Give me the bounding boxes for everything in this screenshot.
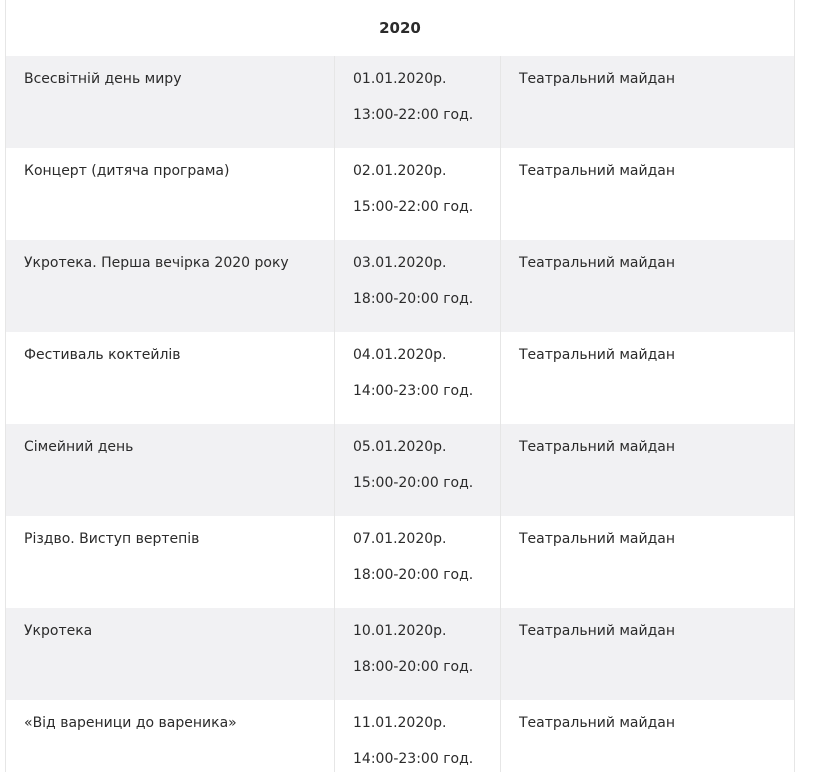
event-place-cell: [501, 148, 795, 240]
event-place: Театральний майдан: [519, 163, 676, 179]
event-name-cell: [6, 332, 335, 424]
event-time: 18:00-20:00 год.: [353, 291, 474, 307]
table-row: [6, 332, 795, 424]
events-table: [5, 0, 795, 772]
event-name-cell: [6, 56, 335, 148]
table-row: [6, 700, 795, 772]
event-name: Укротека. Перша вечірка 2020 року: [24, 255, 289, 271]
event-date: 05.01.2020р.: [353, 439, 447, 455]
event-time: 15:00-20:00 год.: [353, 475, 474, 491]
event-datetime-cell: [335, 608, 501, 700]
table-row: [6, 608, 795, 700]
event-place: Театральний майдан: [519, 347, 676, 363]
event-date: 10.01.2020р.: [353, 623, 447, 639]
events-body: [6, 56, 795, 772]
event-name: Всесвітній день миру: [24, 71, 182, 87]
event-datetime-cell: [335, 240, 501, 332]
event-place: Театральний майдан: [519, 623, 676, 639]
event-place-cell: [501, 608, 795, 700]
table-row: [6, 516, 795, 608]
event-name: Фестиваль коктейлів: [24, 347, 181, 363]
event-place-cell: [501, 700, 795, 772]
event-time: 18:00-20:00 год.: [353, 659, 474, 675]
event-time: 13:00-22:00 год.: [353, 107, 474, 123]
event-name-cell: [6, 240, 335, 332]
event-place: Театральний майдан: [519, 439, 676, 455]
event-name-cell: [6, 700, 335, 772]
event-date: 04.01.2020р.: [353, 347, 447, 363]
event-place-cell: [501, 240, 795, 332]
event-date: 02.01.2020р.: [353, 163, 447, 179]
event-name-cell: [6, 424, 335, 516]
event-datetime-cell: [335, 424, 501, 516]
event-place-cell: [501, 332, 795, 424]
event-time: 18:00-20:00 год.: [353, 567, 474, 583]
event-date: 01.01.2020р.: [353, 71, 447, 87]
event-name-cell: [6, 148, 335, 240]
event-date: 07.01.2020р.: [353, 531, 447, 547]
event-name: «Від вареници до вареника»: [24, 715, 237, 731]
table-year-header: 2020: [6, 0, 795, 56]
event-datetime-cell: [335, 516, 501, 608]
table-row: [6, 148, 795, 240]
event-datetime-cell: [335, 332, 501, 424]
event-name-cell: [6, 608, 335, 700]
event-date: 11.01.2020р.: [353, 715, 447, 731]
event-name: Різдво. Виступ вертепів: [24, 531, 200, 547]
event-place: Театральний майдан: [519, 715, 676, 731]
event-datetime-cell: [335, 56, 501, 148]
event-place: Театральний майдан: [519, 255, 676, 271]
event-date: 03.01.2020р.: [353, 255, 447, 271]
table-row: [6, 424, 795, 516]
event-place-cell: [501, 424, 795, 516]
table-row: [6, 56, 795, 148]
event-name: Концерт (дитяча програма): [24, 163, 230, 179]
table-row: [6, 240, 795, 332]
event-place: Театральний майдан: [519, 71, 676, 87]
event-place-cell: [501, 56, 795, 148]
event-name: Укротека: [24, 623, 93, 639]
event-place: Театральний майдан: [519, 531, 676, 547]
event-place-cell: [501, 516, 795, 608]
event-datetime-cell: [335, 148, 501, 240]
table-header-row: [6, 0, 795, 56]
event-time: 14:00-23:00 год.: [353, 751, 474, 767]
event-time: 14:00-23:00 год.: [353, 383, 474, 399]
event-time: 15:00-22:00 год.: [353, 199, 474, 215]
event-datetime-cell: [335, 700, 501, 772]
event-name: Сімейний день: [24, 439, 134, 455]
event-name-cell: [6, 516, 335, 608]
